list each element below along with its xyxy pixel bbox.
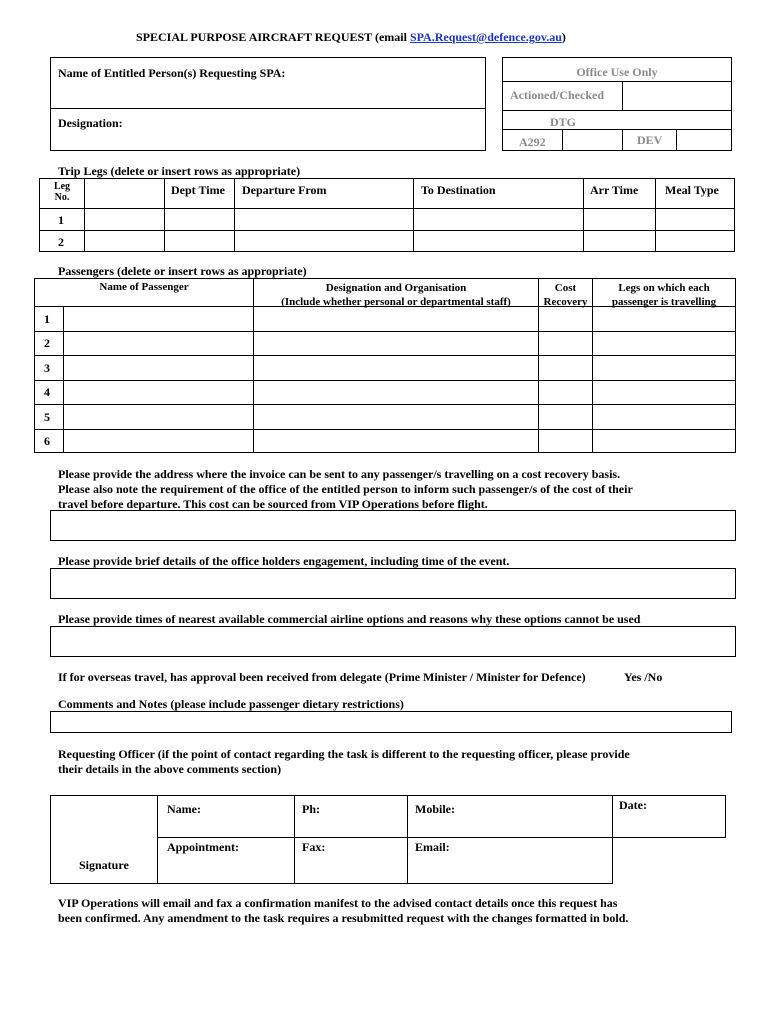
- officer-mobile-field[interactable]: [462, 800, 610, 834]
- pax-col-legs: Legs on which each passenger is travelling: [611, 282, 717, 308]
- trip-cell-input[interactable]: [235, 209, 412, 229]
- yes-no-option[interactable]: Yes /No: [624, 670, 663, 684]
- officer-mobile-label: Mobile:: [415, 802, 455, 816]
- trip-row-number: 2: [58, 235, 64, 249]
- airline-question: Please provide times of nearest available commercial airline options and reasons why these options cannot be used: [58, 612, 641, 626]
- officer-email-field[interactable]: [410, 856, 610, 882]
- a292-label: A292: [519, 135, 546, 149]
- trip-row-number: 1: [58, 213, 64, 227]
- pax-col-cost-recovery: Cost Recovery: [543, 282, 588, 308]
- overseas-approval-question: If for overseas travel, has approval been received from delegate (Prime Minister / Minister for Defence): [58, 670, 586, 684]
- invoice-question: Please provide the address where the invoice can be sent to any passenger/s travelling on a cost recovery basis. Please also note the requirement of the office of the entitled person to inform such passenger/s of the cost of their travel before departure. This cost can be sourced from VIP Operations before flight.: [58, 467, 633, 511]
- pax-row-number: 2: [44, 336, 50, 350]
- passengers-section-label: Passengers (delete or insert rows as appropriate): [58, 264, 307, 278]
- officer-date-label: Date:: [619, 798, 647, 812]
- divider: [562, 129, 563, 151]
- trip-cell-input[interactable]: [414, 209, 582, 229]
- trip-cell-input[interactable]: [165, 209, 233, 229]
- footer-note: VIP Operations will email and fax a confirmation manifest to the advised contact details once this request has been confirmed. Any amendment to the task requires a resubmitted request with the changes formatted in bold.: [58, 896, 629, 925]
- divider: [50, 108, 486, 109]
- trip-col-dept-time: Dept Time: [171, 183, 225, 197]
- pax-row-number: 5: [44, 410, 50, 424]
- engagement-question: Please provide brief details of the office holders engagement, including time of the event.: [58, 554, 510, 568]
- trip-cell-input[interactable]: [656, 209, 734, 229]
- officer-fax-field[interactable]: [297, 856, 405, 882]
- divider: [294, 795, 295, 884]
- officer-date-field[interactable]: [613, 814, 725, 836]
- divider: [622, 81, 623, 110]
- trip-col-to-destination: To Destination: [421, 183, 496, 197]
- pax-col-designation: Designation and Organisation (Include whether personal or departmental staff): [281, 282, 511, 308]
- page-title: SPECIAL PURPOSE AIRCRAFT REQUEST (email SPA.Request@defence.gov.au): [136, 30, 566, 44]
- divider: [502, 110, 732, 111]
- divider: [157, 837, 613, 838]
- pax-row-number: 1: [44, 312, 50, 326]
- officer-ph-label: Ph:: [302, 802, 320, 816]
- officer-appointment-label: Appointment:: [167, 840, 240, 854]
- pax-name-input[interactable]: [64, 405, 252, 428]
- officer-appointment-field[interactable]: [160, 856, 292, 882]
- divider: [157, 795, 158, 884]
- pax-name-input[interactable]: [64, 381, 252, 403]
- designation-field[interactable]: [52, 130, 484, 149]
- signature-label: Signature: [79, 858, 129, 872]
- entitled-person-field[interactable]: [52, 82, 484, 107]
- pax-row-number: 6: [44, 434, 50, 448]
- requesting-officer-heading: Requesting Officer (if the point of contact regarding the task is different to the requesting officer, please provide their details in the above comments section): [58, 747, 630, 776]
- trip-col-departure-from: Departure From: [242, 183, 327, 197]
- divider: [502, 129, 732, 130]
- divider: [39, 230, 735, 231]
- signature-field[interactable]: [51, 796, 156, 854]
- pax-row-number: 4: [44, 385, 50, 399]
- pax-name-input[interactable]: [64, 430, 252, 452]
- officer-ph-field[interactable]: [325, 800, 405, 834]
- pax-row-number: 3: [44, 361, 50, 375]
- invoice-address-field[interactable]: [50, 510, 736, 541]
- trip-legs-section-label: Trip Legs (delete or insert rows as appropriate): [58, 164, 301, 178]
- dtg-label: DTG: [550, 115, 577, 129]
- officer-name-label: Name:: [167, 802, 201, 816]
- pax-name-input[interactable]: [64, 332, 252, 354]
- divider: [407, 795, 408, 884]
- office-use-label: Office Use Only: [576, 65, 658, 79]
- officer-fax-label: Fax:: [302, 840, 326, 854]
- divider: [84, 178, 85, 252]
- trip-cell-input[interactable]: [584, 209, 654, 229]
- trip-col-meal-type: Meal Type: [665, 183, 719, 197]
- entitled-person-label: Name of Entitled Person(s) Requesting SPA:: [58, 66, 286, 80]
- trip-col-leg-no: Leg No.: [53, 181, 71, 203]
- designation-label: Designation:: [58, 116, 123, 130]
- comments-label: Comments and Notes (please include passenger dietary restrictions): [58, 697, 404, 711]
- dev-label: DEV: [637, 133, 663, 147]
- officer-name-field[interactable]: [210, 800, 292, 834]
- pax-name-input[interactable]: [64, 356, 252, 379]
- actioned-checked-label: Actioned/Checked: [510, 88, 604, 102]
- officer-email-label: Email:: [415, 840, 450, 854]
- airline-options-field[interactable]: [50, 626, 736, 657]
- divider: [502, 81, 732, 82]
- divider: [622, 129, 623, 151]
- pax-col-name: Name of Passenger: [99, 281, 189, 293]
- comments-field[interactable]: [50, 711, 732, 733]
- trip-col-arr-time: Arr Time: [590, 183, 639, 197]
- engagement-field[interactable]: [50, 568, 736, 599]
- divider: [676, 129, 677, 151]
- pax-name-input[interactable]: [64, 307, 252, 330]
- spa-request-email-link[interactable]: SPA.Request@defence.gov.au: [409, 30, 562, 44]
